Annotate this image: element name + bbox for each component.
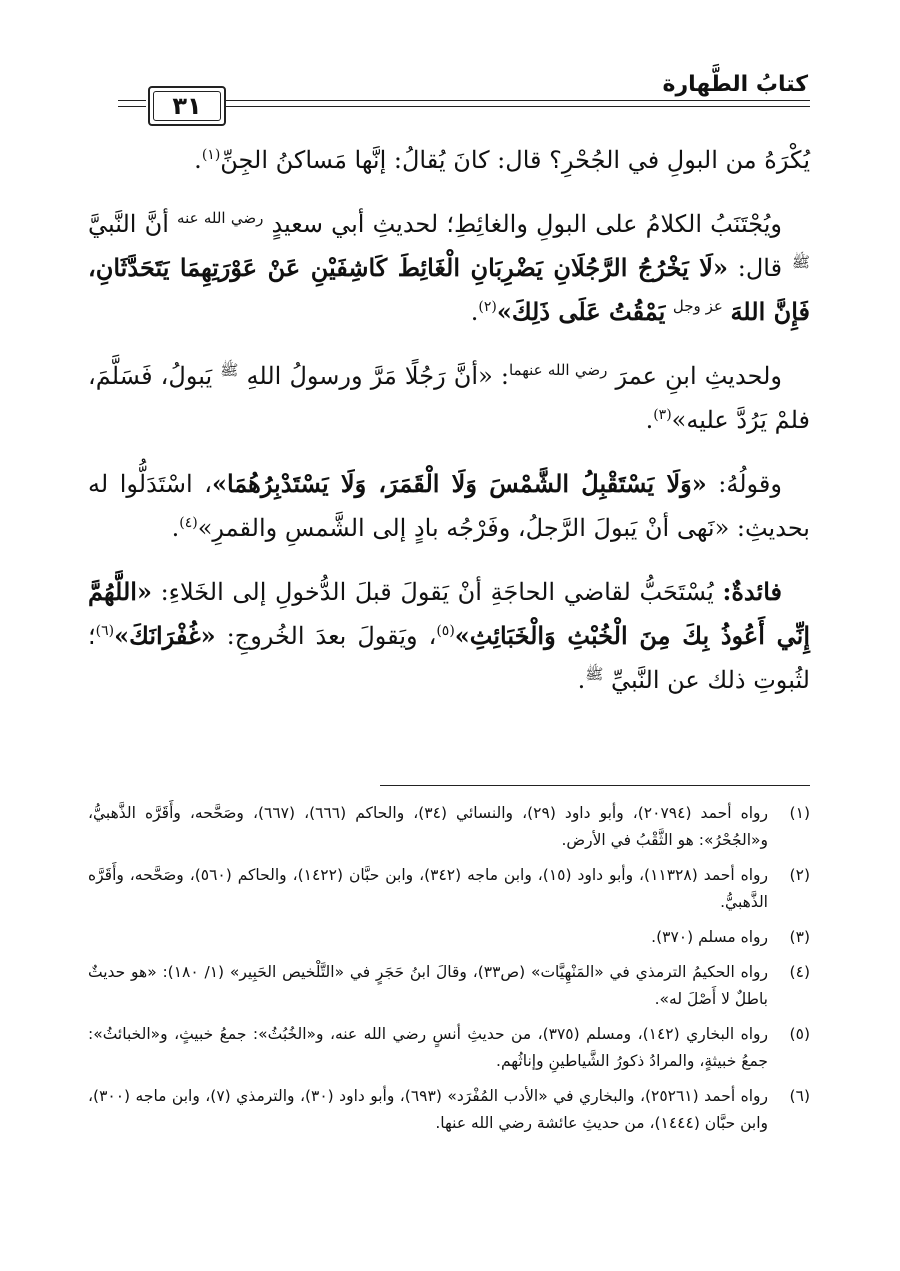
paragraph-1-text: يُكْرَهُ من البولِ في الجُحْرِ؟ قال: كانَ يُقالُ: إنَّها مَساكنُ الجِنِّ — [220, 146, 810, 174]
hadith-text-bold: يَمْقُتُ عَلَى ذَلِكَ» — [496, 297, 666, 326]
paragraph-4-text-a: وقولُهُ: — [718, 470, 782, 498]
footnote-ref-4: (٤) — [179, 515, 198, 531]
footnote-number: (٥) — [789, 1025, 810, 1043]
dua-text-bold: «اللَّهُمَّ إِنِّي أَعُوذُ بِكَ مِنَ الْخُبْثِ وَالْخَبَائِثِ» — [88, 577, 810, 650]
paragraph-3-text-b: : «أنَّ رَجُلًا مَرَّ ورسولُ اللهِ — [246, 362, 509, 390]
honorific-symbol: ﷺ — [220, 361, 239, 379]
paragraph-5-end: . — [577, 666, 586, 694]
page-number: ٣١ — [153, 91, 221, 121]
footnote-number: (٤) — [789, 963, 810, 981]
paragraph-5 — [88, 570, 810, 702]
paragraph-2-text-b: أنَّ النَّبيَّ — [88, 210, 169, 238]
paragraph-3 — [88, 354, 810, 442]
footnote — [88, 800, 810, 854]
paragraph-3-text-c: يَبولُ، فَسَلَّمَ، فلمْ يَرُدَّ عليه» — [88, 362, 810, 434]
footnote — [88, 862, 810, 916]
paragraph-2-end: . — [470, 298, 479, 326]
dua-text-bold: «غُفْرَانَكَ» — [114, 621, 216, 650]
honorific-symbol: ﷺ — [791, 253, 810, 271]
paragraph-3-text-a: ولحديثِ ابنِ عمرَ — [615, 362, 782, 390]
paragraph-1 — [88, 138, 810, 182]
honorific-symbol: ﷺ — [585, 665, 604, 683]
footnote-ref-3: (٣) — [653, 407, 672, 423]
paragraph-4 — [88, 462, 810, 550]
matn-text-bold: «وَلَا يَسْتَقْبِلُ الشَّمْسَ وَلَا الْقَمَرَ، وَلَا يَسْتَدْبِرُهُمَا» — [211, 469, 707, 498]
header-rule-left-bottom — [118, 106, 146, 107]
honorific-symbol: رضي الله عنهما — [508, 361, 608, 379]
running-title: كتابُ الطَّهارة — [662, 72, 808, 97]
footnote-text: رواه الحكيمُ الترمذي في «المَنْهِيَّات» (ص٣٣)، وقالَ ابنُ حَجَرٍ في «التَّلْخيص الحَبِير» (١/ ١٨٠): «هو حديثٌ باطلٌ لا أَصْلَ له». — [88, 963, 768, 1008]
hadith-text-bold: «لَا يَخْرُجُ الرَّجُلَانِ يَضْرِبَانِ الْغَائِطَ كَاشِفَيْنِ عَنْ عَوْرَتِهِمَا يَتَحَدَّثَانِ، فَإِنَّ اللهَ — [88, 253, 810, 326]
footnote-ref-2: (٢) — [478, 299, 497, 315]
header-rule-right-bottom — [224, 106, 810, 107]
footnote-number: (٦) — [789, 1087, 810, 1105]
footnote-text: رواه أحمد (٢٠٧٩٤)، وأبو داود (٢٩)، والنسائي (٣٤)، والحاكم (٦٦٦)، (٦٦٧)، وصَحَّحه، وأَقَرَّه الذَّهبيُّ، و«الجُحْرُ»: هو الثَّقْبُ في الأرض. — [88, 804, 768, 849]
footnote-text: رواه أحمد (٢٥٢٦١)، والبخاري في «الأدب المُفْرَد» (٦٩٣)، وأبو داود (٣٠)، والترمذي (٧)، وابن ماجه (٣٠٠)، وابن حبَّان (١٤٤٤)، من حديثِ عائشة رضي الله عنها. — [88, 1087, 768, 1132]
footnote — [88, 1083, 810, 1137]
paragraph-5-text-c: ؛ لثُبوتِ ذلك عن النَّبيِّ — [88, 622, 810, 694]
paragraph-4-text-b: ، اسْتَدَلُّوا له بحديثِ: «نَهى أنْ يَبولَ الرَّجلُ، وفَرْجُه بادٍ إلى الشَّمسِ والقمرِ» — [88, 470, 810, 542]
footnote-separator — [380, 785, 810, 786]
footnote-ref-5: (٥) — [436, 623, 455, 639]
main-text — [88, 138, 810, 722]
paragraph-2-text-a: ويُجْتَنَبُ الكلامُ على البولِ والغائِطِ؛ لحديثِ أبي سعيدٍ — [271, 210, 782, 238]
header-rule-left-top — [118, 100, 146, 101]
paragraph-2-text-c: قال: — [737, 254, 783, 282]
footnote — [88, 924, 810, 951]
paragraph-5-text-b: ، ويَقولَ بعدَ الخُروجِ: — [226, 622, 437, 650]
paragraph-5-text-a: يُسْتَحَبُّ لقاضي الحاجَةِ أنْ يَقولَ قبلَ الدُّخولِ إلى الخَلاءِ: — [160, 578, 714, 606]
paragraph-1-end: . — [194, 146, 202, 174]
footnote-ref-1: (١) — [201, 147, 221, 163]
paragraph-3-end: . — [645, 406, 654, 434]
footnote-text: رواه أحمد (١١٣٢٨)، وأبو داود (١٥)، وابن ماجه (٣٤٢)، وابن حبَّان (١٤٢٢)، والحاكم (٥٦٠)، وصَحَّحه، وأَقَرَّه الذَّهبيُّ. — [88, 866, 769, 911]
footnotes — [88, 800, 810, 1145]
footnote — [88, 959, 810, 1013]
footnote-text: رواه البخاري (١٤٢)، ومسلم (٣٧٥)، من حديثِ أنسٍ رضي الله عنه، و«الخُبُثُ»: جمعُ خبيثٍ، و«الخبائثُ»: جمعُ خبيثةٍ، والمرادُ ذكورُ الشَّياطينِ وإناثُهم. — [88, 1025, 768, 1070]
footnote-ref-6: (٦) — [95, 623, 115, 639]
header-rule-right-top — [224, 100, 810, 101]
paragraph-2 — [88, 202, 810, 334]
benefit-heading: فائدةٌ: — [722, 577, 782, 606]
footnote-number: (١) — [789, 804, 810, 822]
footnote-number: (٢) — [789, 866, 810, 884]
honorific-symbol: عز وجل — [672, 297, 723, 315]
paragraph-4-end: . — [171, 514, 180, 542]
footnote — [88, 1021, 810, 1075]
footnote-text: رواه مسلم (٣٧٠). — [651, 928, 768, 946]
footnote-number: (٣) — [789, 928, 810, 946]
honorific-symbol: رضي الله عنه — [177, 209, 264, 227]
page-number-frame — [148, 86, 226, 126]
